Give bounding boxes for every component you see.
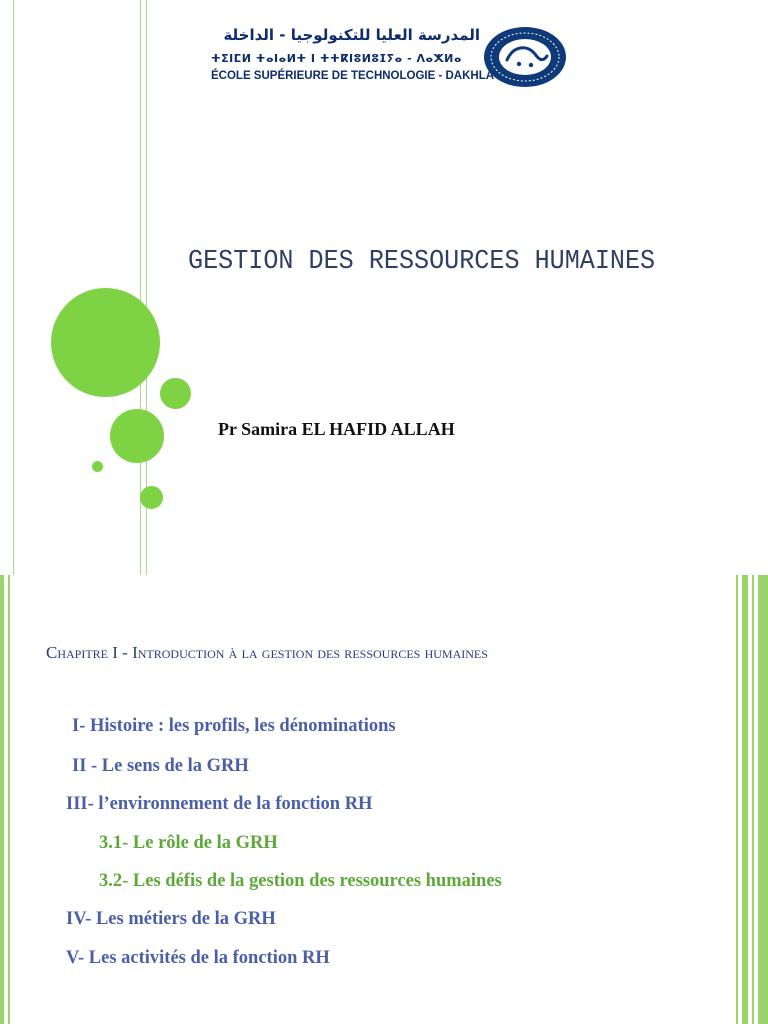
outline-item: II - Le sens de la GRH bbox=[72, 756, 249, 776]
author-name: Pr Samira EL HAFID ALLAH bbox=[218, 419, 455, 439]
outline-subitem: 3.2- Les défis de la gestion des ressources humaines bbox=[99, 871, 502, 891]
outline-item: V- Les activités de la fonction RH bbox=[66, 948, 330, 968]
logo-arabic-text: المدرسة العليا للتكنولوجيا - الداخلة bbox=[223, 26, 480, 44]
logo-tifinagh-text: ⵜⵉⵏⵎⵍ ⵜⴰⵏⴰⵍⵜ ⵏ ⵜⵜⴽⵏⵓⵍⵓⵊⵢⴰ - ⴷⴰⵅⵍⴰ bbox=[211, 52, 462, 65]
outline-item: IV- Les métiers de la GRH bbox=[66, 909, 276, 929]
presentation-title: GESTION DES RESSOURCES HUMAINES bbox=[188, 247, 656, 277]
outline-item: III- l’environnement de la fonction RH bbox=[66, 794, 373, 814]
outline-slide bbox=[0, 575, 768, 1024]
outline-subitem: 3.1- Le rôle de la GRH bbox=[99, 833, 278, 853]
decorative-bar-left bbox=[0, 575, 4, 1024]
decorative-circle-small bbox=[160, 378, 191, 409]
decorative-circle-medium bbox=[110, 409, 164, 463]
decorative-line bbox=[140, 0, 141, 575]
outline-item: I- Histoire : les profils, les dénominations bbox=[72, 716, 396, 736]
decorative-bar-right bbox=[742, 575, 748, 1024]
decorative-circle-large bbox=[51, 288, 160, 397]
decorative-circle-tiny bbox=[92, 461, 103, 472]
school-logo bbox=[205, 24, 575, 92]
decorative-bar-right-wide bbox=[758, 575, 768, 1024]
decorative-bar-right-thin bbox=[752, 575, 754, 1024]
decorative-bar-left-thin bbox=[8, 575, 10, 1024]
decorative-line bbox=[13, 0, 14, 575]
logo-french-text: ÉCOLE SUPÉRIEURE DE TECHNOLOGIE - DAKHLA bbox=[211, 70, 495, 82]
university-seal-icon bbox=[483, 26, 567, 88]
decorative-bar-right bbox=[736, 575, 738, 1024]
chapter-title: Chapitre I - Introduction à la gestion des ressources humaines bbox=[46, 643, 488, 662]
decorative-circle-small bbox=[140, 486, 163, 509]
